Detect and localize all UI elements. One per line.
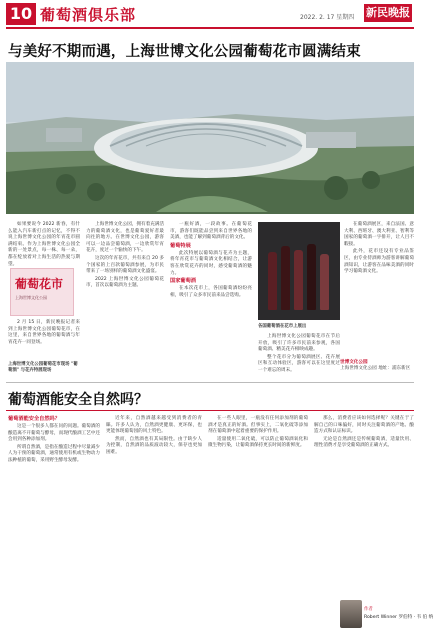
article2-column-3 bbox=[208, 416, 308, 634]
article2-headline: 葡萄酒能安全自然吗？ bbox=[8, 392, 148, 408]
author-name: Robert Winner 罗伯特 · 韦 伯 纳 bbox=[364, 615, 433, 620]
poster-title: 葡萄花市 bbox=[15, 277, 64, 291]
wine-bottle bbox=[268, 252, 277, 310]
park-info-note bbox=[340, 360, 414, 373]
paragraph: 无论是自然酒还是传统葡萄酒，适量饮用、理性消费才是享受葡萄酒的正确方式。 bbox=[314, 436, 414, 449]
paragraph: 在葡萄酒展区，来自法国、意大利、西班牙、澳大利亚、智利等国家的葡萄酒一字排开，让人目不暇接。 bbox=[344, 222, 414, 247]
park-info-label: 世博文化公园 bbox=[340, 360, 368, 365]
wine-bottles-photo bbox=[258, 222, 340, 320]
wine-caption: 各国葡萄酒在花市上展出 bbox=[258, 324, 307, 329]
paragraph: 一瓶好酒，一段故事。在葡萄花市，游客们既能品尝到来自世界各地的美酒，也能了解到葡萄酒背后的文化。 bbox=[170, 222, 252, 241]
flower-market-poster bbox=[10, 268, 74, 316]
article1-column-4 bbox=[258, 334, 340, 378]
wine-bottle bbox=[281, 246, 290, 310]
article1-column-1b bbox=[8, 320, 80, 360]
subheading: 国家葡萄酒 bbox=[170, 278, 196, 285]
issue-date: 2022. 2. 17 星期四 bbox=[300, 14, 355, 21]
paragraph: 如果要说今 2022 新春，有什么能入汽车新打点的记忆，不得不说上海世博文化公园的年宵花市圆满结束。作为上海世博文化公园全新的一处景点，每一株、每一朵，都在绽放着对上海生活的热爱与期望。 bbox=[8, 222, 80, 267]
paragraph: 这是一个很多人都在问的问题。葡萄酒的酿造离不开葡萄与酵母，而现代酿酒工艺中还会用到各种添加剂。 bbox=[8, 424, 100, 443]
article1-headline: 与美好不期而遇，上海世博文化公园葡萄花市圆满结束 bbox=[8, 44, 361, 60]
author-avatar bbox=[340, 600, 362, 628]
paragraph: 所谓自然酒，是指在酿造过程中尽量减少人为干预的葡萄酒，通常使用有机或生物动力法种植的葡萄，采用野生酵母发酵。 bbox=[8, 444, 100, 463]
paragraph: 2 月 15 日，新民晚报记者来到上海世博文化公园葡萄花市，在这里，来自世界各地的葡萄酒与年宵花卉一同登场。 bbox=[8, 320, 80, 345]
article-divider bbox=[6, 382, 414, 383]
poster-subtitle: 上海世博文化公园 bbox=[15, 295, 47, 300]
paragraph: 此外，花市还设有专业品鉴区，由专业侍酒师为游客讲解葡萄酒知识，让游客在品味美酒的同时学习葡萄酒文化。 bbox=[344, 249, 414, 275]
article1-column-1 bbox=[8, 222, 80, 266]
subheading: 葡萄特展 bbox=[170, 242, 191, 249]
article1-column-2 bbox=[86, 222, 164, 376]
article2-column-1 bbox=[8, 416, 100, 634]
article2-column-2 bbox=[106, 416, 202, 634]
newspaper-logo: 新民晚报 bbox=[364, 4, 412, 22]
paragraph: 这次的年宵花市，共有来自 20 多个国家的上百款葡萄酒参展，为市民带来了一场别样的葡萄酒文化盛宴。 bbox=[86, 255, 164, 275]
article1-column-5 bbox=[344, 222, 414, 356]
article1-column-3 bbox=[170, 222, 252, 376]
paragraph: 此次特展以葡萄酒与花卉为主题，将年宵花市与葡萄酒文化相结合，让游客在欣赏花卉的同时，感受葡萄酒的魅力。 bbox=[170, 250, 252, 276]
page-number: 10 bbox=[6, 3, 36, 25]
paragraph: 上海世博文化公园葡萄花市在节后开放，吸引了许多市民前来参观，各国葡萄酒、精美花卉相映成趣。 bbox=[258, 334, 340, 353]
author-label: 作者 bbox=[364, 607, 373, 612]
paragraph: 近年来，自然酒越来越受到消费者的青睐。许多人认为，自然酒更健康、更环保，也更能体现葡萄园的风土特色。 bbox=[106, 416, 202, 435]
paragraph: 适量使用二氧化硫，可以防止葡萄酒氧化和微生物污染，让葡萄酒保持更长时间的新鲜度。 bbox=[208, 436, 308, 449]
park-info-text: 上海世博文化公园 地址：浦东新区 bbox=[340, 366, 411, 372]
paragraph: 然而，自然酒也有其局限性。由于缺少人为控制，自然酒的品质波动较大，保存也更加困难。 bbox=[106, 436, 202, 455]
masthead-rule bbox=[6, 27, 414, 29]
aerial-photo-illustration bbox=[6, 62, 414, 214]
paragraph: 上海世博文化公园，拥有着充满活力的葡萄酒文化，也是葡萄爱好者最向往的地方。在世博文化公园，游客可以一边品尝葡萄酒，一边欣赏年宵花卉，度过一个愉快的下午。 bbox=[86, 222, 164, 254]
headline-rule bbox=[6, 410, 414, 411]
paragraph: 2022 上海世博文化公园葡萄花市，首次以葡萄酒为主题。 bbox=[86, 276, 164, 289]
section-title: 葡萄酒俱乐部 bbox=[40, 6, 137, 24]
wine-bottle bbox=[320, 254, 329, 310]
paragraph: 在一些人眼里，一瓶没有任何添加剂的葡萄酒才是真正的好酒。但事实上，二氧化硫等添加剂在葡萄酒中起着重要的保护作用。 bbox=[208, 416, 308, 435]
wine-bottle bbox=[307, 244, 316, 310]
masthead bbox=[0, 0, 420, 30]
article2-column-4 bbox=[314, 416, 414, 596]
poster-caption: 上海世博文化公园葡萄花市现场 "葡萄酒" 与花卉特展现场 bbox=[8, 362, 78, 373]
paragraph: 整个花市分为葡萄酒展区、花卉展区和互动体验区，游客可以在这里度过一个难忘的周末。 bbox=[258, 354, 340, 373]
expo-park-aerial-photo bbox=[6, 62, 414, 214]
paragraph: 那么，消费者应该如何选择呢？关键在于了解自己的口味偏好，同时关注葡萄酒的产地、酿造方式和认证标识。 bbox=[314, 416, 414, 435]
subheading: 葡萄酒能安全自然吗？ bbox=[8, 416, 60, 422]
author-block bbox=[340, 600, 433, 634]
paragraph: 在本次花市上，各国葡萄酒纷纷亮相，吸引了众多市民前来品尝选购。 bbox=[170, 286, 252, 298]
wine-bottle bbox=[294, 250, 303, 310]
